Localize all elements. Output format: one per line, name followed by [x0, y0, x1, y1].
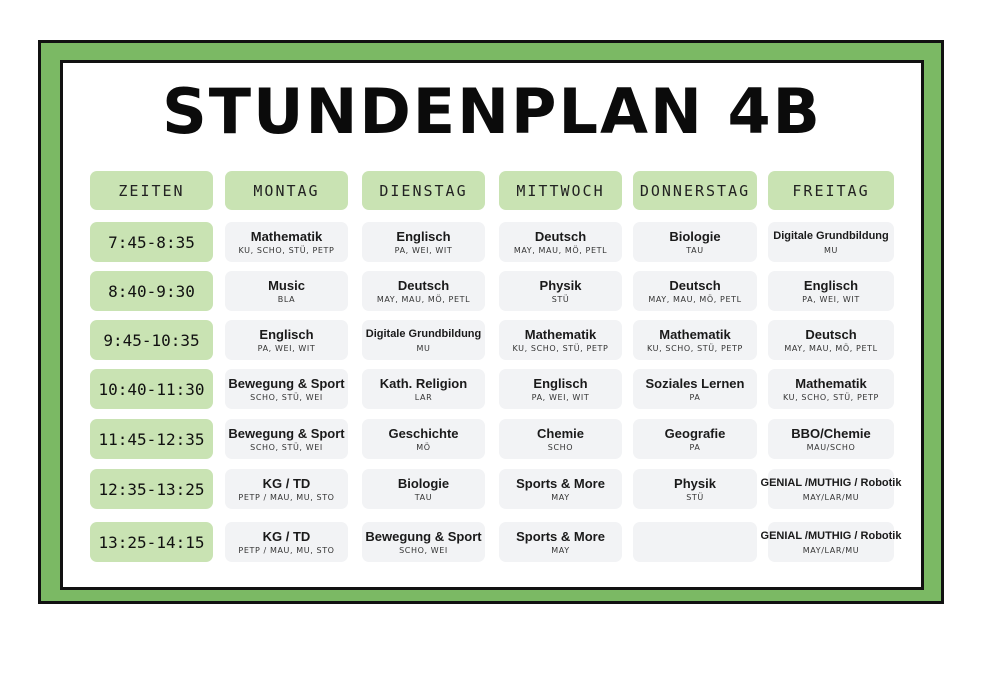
subject-label: Sports & More — [516, 528, 605, 544]
subject-label: Digitale Grundbildung — [365, 327, 482, 340]
lesson-cell-dienstag — [362, 419, 485, 459]
subject-label: Kath. Religion — [379, 375, 468, 391]
header-donnerstag: DONNERSTAG — [633, 171, 757, 210]
header-dienstag: DIENSTAG — [362, 171, 485, 210]
teacher-initials: MAY/LAR/MU — [802, 545, 860, 555]
subject-label: Englisch — [259, 326, 314, 342]
lesson-cell-mittwoch — [499, 369, 622, 409]
lesson-cell-mittwoch — [499, 271, 622, 311]
teacher-initials: STÜ — [551, 294, 570, 304]
teacher-initials: PETP / MAU, MU, STO — [238, 545, 335, 555]
lesson-cell-freitag — [768, 320, 894, 360]
teacher-initials: PA, WEI, WIT — [802, 294, 860, 304]
lesson-cell-freitag — [760, 469, 902, 509]
teacher-initials: MÖ — [416, 442, 431, 452]
lesson-cell-donnerstag — [633, 271, 757, 311]
subject-label: Geografie — [664, 425, 726, 441]
lesson-cell-mittwoch — [499, 469, 622, 509]
subject-label: Deutsch — [397, 277, 450, 293]
subject-label: Digitale Grundbildung — [773, 229, 889, 242]
teacher-initials: MAY, MAU, MÖ, PETL — [376, 294, 471, 304]
teacher-initials: KU, SCHO, STÜ, PETP — [238, 245, 335, 255]
subject-label: Mathematik — [659, 326, 731, 342]
time-slot: 12:35-13:25 — [90, 469, 213, 509]
teacher-initials: BLA — [277, 294, 296, 304]
lesson-cell-dienstag — [362, 369, 485, 409]
teacher-initials: MAU/SCHO — [806, 442, 856, 452]
teacher-initials: KU, SCHO, STÜ, PETP — [783, 392, 879, 402]
subject-label: Music — [268, 277, 305, 293]
lesson-cell-montag — [225, 469, 348, 509]
teacher-initials: KU, SCHO, STÜ, PETP — [647, 343, 743, 353]
subject-label: Biologie — [397, 475, 450, 491]
lesson-cell-dienstag — [362, 469, 485, 509]
lesson-cell-donnerstag — [633, 320, 757, 360]
teacher-initials: MAY — [551, 545, 570, 555]
time-slot: 13:25-14:15 — [90, 522, 213, 562]
subject-label: Deutsch — [669, 277, 721, 293]
lesson-cell-montag — [225, 271, 348, 311]
teacher-initials: MAY — [551, 492, 570, 502]
header-zeiten: ZEITEN — [90, 171, 213, 210]
time-slot: 10:40-11:30 — [90, 369, 213, 409]
teacher-initials: PA, WEI, WIT — [531, 392, 590, 402]
teacher-initials: PA — [689, 442, 701, 452]
subject-label: Deutsch — [805, 326, 857, 342]
lesson-cell-mittwoch — [499, 522, 622, 562]
teacher-initials: MAY/LAR/MU — [802, 492, 860, 502]
teacher-initials: PA — [689, 392, 701, 402]
subject-label: Chemie — [537, 425, 584, 441]
teacher-initials: SCHO, STÜ, WEI — [250, 392, 323, 402]
teacher-initials: MU — [824, 245, 838, 255]
subject-label: Englisch — [803, 277, 859, 293]
teacher-initials: PA, WEI, WIT — [394, 245, 453, 255]
header-montag: MONTAG — [225, 171, 348, 210]
subject-label: GENIAL /MUTHIG / Robotik — [760, 529, 902, 542]
lesson-cell-freitag — [760, 522, 902, 562]
header-freitag: FREITAG — [768, 171, 894, 210]
teacher-initials: SCHO — [547, 442, 574, 452]
lesson-cell-montag — [225, 369, 348, 409]
teacher-initials: TAU — [414, 492, 433, 502]
subject-label: Mathematik — [250, 228, 323, 244]
time-slot: 11:45-12:35 — [90, 419, 213, 459]
subject-label: BBO/Chemie — [791, 425, 871, 441]
subject-label: Mathematik — [795, 375, 867, 391]
subject-label: Physik — [539, 277, 582, 293]
lesson-cell-montag — [225, 222, 348, 262]
page-title: STUNDENPLAN 4B — [162, 75, 822, 148]
subject-label: Bewegung & Sport — [228, 375, 345, 391]
lesson-cell-dienstag — [362, 320, 485, 360]
subject-label: Englisch — [396, 228, 451, 244]
lesson-cell-dienstag — [362, 271, 485, 311]
teacher-initials: PA, WEI, WIT — [257, 343, 316, 353]
subject-label: Mathematik — [524, 326, 597, 342]
teacher-initials: LAR — [414, 392, 433, 402]
lesson-cell-donnerstag — [633, 522, 757, 562]
teacher-initials: SCHO, STÜ, WEI — [250, 442, 323, 452]
subject-label: Deutsch — [534, 228, 587, 244]
lesson-cell-mittwoch — [499, 320, 622, 360]
subject-label: Geschichte — [388, 425, 459, 441]
subject-label: KG / TD — [262, 475, 311, 491]
time-slot: 7:45-8:35 — [90, 222, 213, 262]
lesson-cell-montag — [225, 419, 348, 459]
lesson-cell-montag — [225, 522, 348, 562]
lesson-cell-donnerstag — [633, 222, 757, 262]
lesson-cell-freitag — [768, 222, 894, 262]
teacher-initials: TAU — [686, 245, 704, 255]
header-mittwoch: MITTWOCH — [499, 171, 622, 210]
lesson-cell-dienstag — [362, 522, 485, 562]
lesson-cell-mittwoch — [499, 222, 622, 262]
teacher-initials: SCHO, WEI — [399, 545, 448, 555]
time-slot: 8:40-9:30 — [90, 271, 213, 311]
subject-label: Bewegung & Sport — [228, 425, 345, 441]
teacher-initials: MAY, MAU, MÖ, PETL — [513, 245, 608, 255]
teacher-initials: MAY, MAU, MÖ, PETL — [784, 343, 878, 353]
subject-label: Sports & More — [516, 475, 605, 491]
lesson-cell-montag — [225, 320, 348, 360]
lesson-cell-freitag — [768, 419, 894, 459]
subject-label: Bewegung & Sport — [365, 528, 482, 544]
time-slot: 9:45-10:35 — [90, 320, 213, 360]
subject-label: GENIAL /MUTHIG / Robotik — [760, 476, 902, 489]
lesson-cell-dienstag — [362, 222, 485, 262]
teacher-initials: MAY, MAU, MÖ, PETL — [648, 294, 742, 304]
subject-label: Physik — [674, 475, 716, 491]
teacher-initials: STÜ — [686, 492, 704, 502]
subject-label: KG / TD — [262, 528, 311, 544]
lesson-cell-freitag — [768, 369, 894, 409]
subject-label: Biologie — [669, 228, 721, 244]
lesson-cell-donnerstag — [633, 369, 757, 409]
subject-label: Soziales Lernen — [645, 375, 745, 391]
lesson-cell-mittwoch — [499, 419, 622, 459]
teacher-initials: MU — [416, 343, 431, 353]
lesson-cell-donnerstag — [633, 419, 757, 459]
teacher-initials: KU, SCHO, STÜ, PETP — [512, 343, 609, 353]
lesson-cell-freitag — [768, 271, 894, 311]
lesson-cell-donnerstag — [633, 469, 757, 509]
subject-label: Englisch — [533, 375, 588, 391]
teacher-initials: PETP / MAU, MU, STO — [238, 492, 335, 502]
